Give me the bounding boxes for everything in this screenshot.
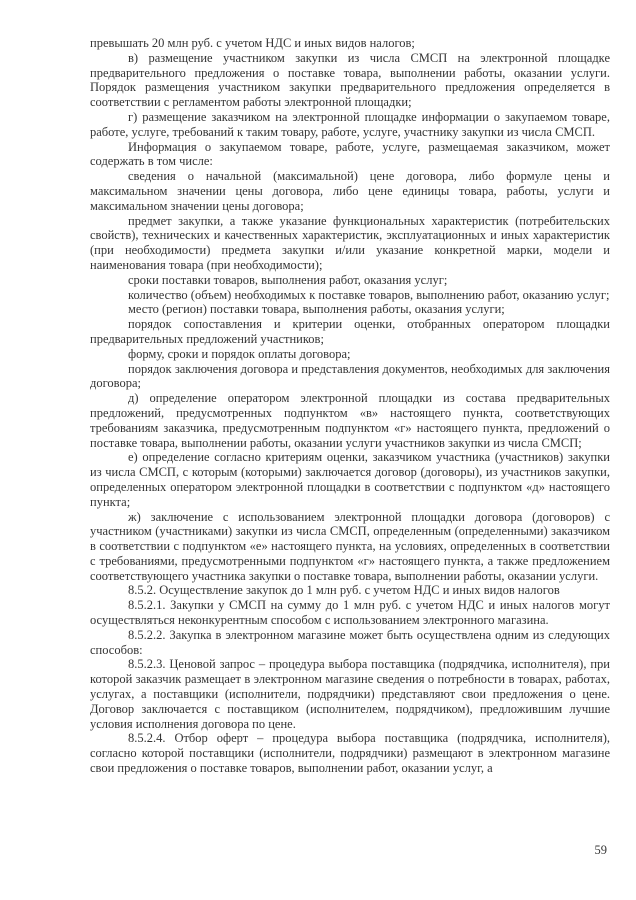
paragraph: 8.5.2.3. Ценовой запрос – процедура выбора поставщика (подрядчика, исполнителя), при которой заказчик размещает в электронном магазине сведения о потребности в товарах, работах, услугах, а поставщики (исполнители, подрядчики) представляют свои предложения о цене. Договор заключается с поставщиком (исполнителем, подрядчиком), предложившим лучшие условия исполнения договора по цене.: [90, 657, 610, 731]
paragraph: г) размещение заказчиком на электронной площадке информации о закупаемом товаре, работе, услуге, требований к таким товару, работе, услуге, участнику закупки из числа СМСП.: [90, 109, 610, 139]
paragraph: превышать 20 млн руб. с учетом НДС и иных видов налогов;: [90, 36, 415, 50]
paragraph: в) размещение участником закупки из числа СМСП на электронной площадке предварительного предложения о поставке товара, выполнении работы, оказании услуги. Порядок размещения участником закупки предварительного предложения определяется в соответствии с регламентом работы электронной площадки;: [90, 50, 610, 110]
paragraph: предмет закупки, а также указание функциональных характеристик (потребительских свойств), технических и качественных характеристик, эксплуатационных и иных характеристик (при необходимости) предмета закупки и/или указание конкретной марки, модели и наименования товара (при необходимости);: [90, 213, 610, 272]
paragraph: порядок сопоставления и критерии оценки, отобранных оператором площадки предварительных предложений участников;: [90, 317, 610, 346]
paragraph: е) определение согласно критериям оценки, заказчиком участника (участников) закупки из числа СМСП, с которым (которыми) заключается договор (договоры), из участников закупки, определенных оператором электронной площадки в соответствии с подпунктом «д» настоящего пункта;: [90, 450, 610, 509]
page-number: 59: [594, 843, 607, 857]
paragraph: 8.5.2.4. Отбор оферт – процедура выбора поставщика (подрядчика, исполнителя), согласно которой поставщики (исполнители, подрядчики) размещают в электронном магазине свои предложения о поставке товаров, выполнении работ, оказании услуг, а: [90, 731, 610, 776]
paragraph: количество (объем) необходимых к поставке товаров, выполнению работ, оказанию услуг;: [128, 287, 610, 302]
paragraph: Информация о закупаемом товаре, работе, услуге, размещаемая заказчиком, может содержать в том числе:: [90, 139, 610, 169]
paragraph: сроки поставки товаров, выполнения работ, оказания услуг;: [128, 272, 448, 287]
paragraph: сведения о начальной (максимальной) цене договора, либо формуле цены и максимальном значении цены договора, либо цене единицы товара, работы, услуги и максимальном значении цены договора;: [90, 169, 610, 213]
section-heading: 8.5.2. Осуществление закупок до 1 млн руб. с учетом НДС и иных видов налогов: [128, 583, 560, 598]
document-body: [90, 36, 610, 776]
paragraph: д) определение оператором электронной площадки из состава предварительных предложений, предусмотренных подпунктом «в» настоящего пункта, соответствующих требованиям заказчика, предусмотренным подпунктом «г» настоящего пункта, предложений о поставке товара, выполнении работы, оказании услуги участников закупки из числа СМСП;: [90, 391, 610, 450]
paragraph: 8.5.2.1. Закупки у СМСП на сумму до 1 млн руб. с учетом НДС и иных налогов могут осуществляться неконкурентным способом с использованием электронного магазина.: [90, 598, 610, 628]
paragraph: порядок заключения договора и представления документов, необходимых для заключения договора;: [90, 361, 610, 391]
paragraph: форму, сроки и порядок оплаты договора;: [128, 346, 351, 361]
paragraph: 8.5.2.2. Закупка в электронном магазине может быть осуществлена одним из следующих способов:: [90, 627, 610, 657]
paragraph: ж) заключение с использованием электронной площадки договора (договоров) с участником (участниками) закупки из числа СМСП, определенным (определенными) заказчиком в соответствии с подпунктом «е» настоящего пункта, на условиях, определенных в соответствии с требованиями, предусмотренными подпунктом «г» настоящего пункта, а также предложением соответствующего участника закупки о поставке товара, выполнении работы, оказании услуги.: [90, 509, 610, 583]
paragraph: место (регион) поставки товара, выполнения работы, оказания услуги;: [128, 302, 505, 317]
